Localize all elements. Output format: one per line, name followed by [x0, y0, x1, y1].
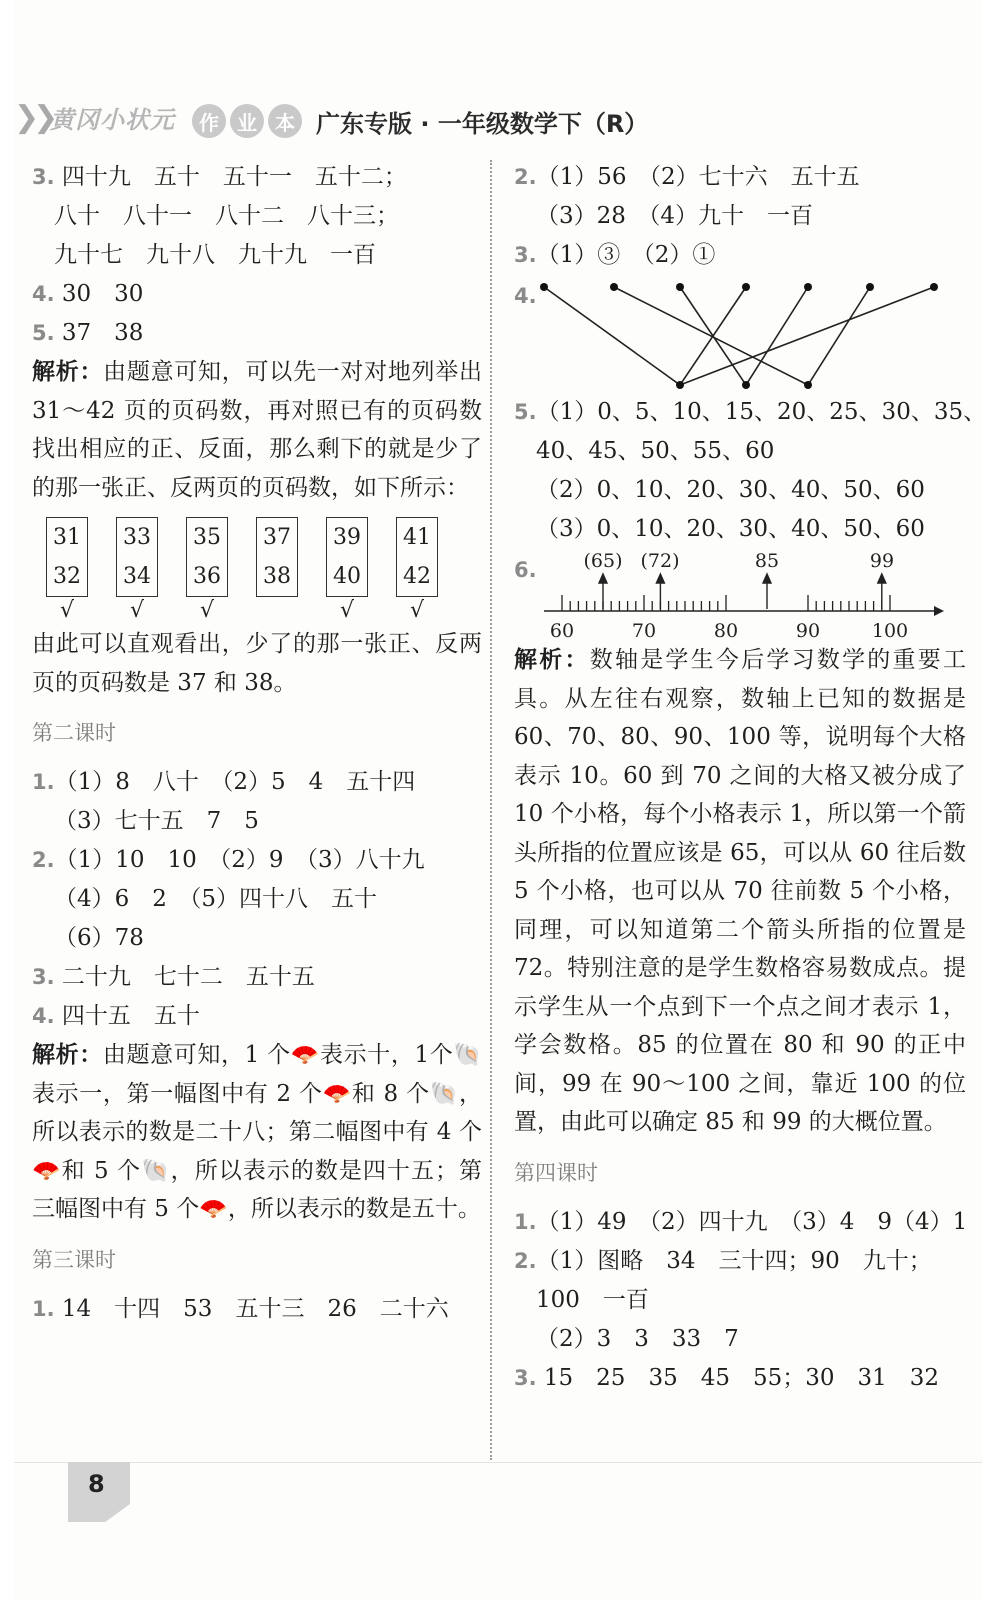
answer-line	[32, 236, 482, 275]
left-column	[32, 158, 482, 1329]
answer-text: 四十五 五十	[61, 1003, 200, 1029]
arrow-label: (65)	[583, 550, 623, 572]
answer-text: （1）图略 34 三十四；90 九十；	[536, 1247, 932, 1274]
check-mark: √	[59, 598, 75, 623]
book-title: 广东专版 · 一年级数学下（R）	[316, 110, 649, 138]
answer-line	[514, 197, 966, 236]
answer-text: 二十九 七十二 五十五	[61, 964, 315, 990]
answer-line	[514, 236, 966, 275]
section-title: 第三课时	[32, 1247, 116, 1272]
answer-line	[514, 158, 966, 197]
page-number-top: 35	[193, 524, 221, 550]
page-pair	[256, 517, 298, 625]
answer-text: （3）28 （4）九十 一百	[536, 203, 814, 229]
pill-char: 作	[192, 104, 226, 138]
answer-text: （1）8 八十 （2）5 4 五十四	[54, 769, 416, 795]
question-number: 2.	[514, 165, 537, 189]
answer-text: （3）0、10、20、30、40、50、60	[536, 516, 925, 542]
answer-line	[32, 763, 482, 802]
double-chevron-icon: ❯❯	[14, 100, 53, 135]
answer-line	[32, 919, 482, 958]
question-number: 3.	[32, 165, 55, 189]
page-pair	[116, 517, 158, 625]
arrow-label: (72)	[640, 550, 680, 572]
answer-line	[32, 197, 482, 236]
answer-line	[32, 1290, 482, 1329]
arrow-head-icon	[599, 574, 607, 583]
answer-line	[514, 1320, 966, 1359]
answer-line	[514, 432, 966, 471]
answer-text: （2）0、10、20、30、40、50、60	[536, 477, 925, 503]
question-number: 4.	[32, 1004, 55, 1028]
answer-line	[514, 471, 966, 510]
answer-line	[514, 1359, 966, 1398]
brand-pill	[192, 104, 302, 138]
answer-text: （6）78	[54, 925, 144, 951]
analysis-paragraph	[514, 641, 966, 1142]
column-divider	[490, 160, 492, 1460]
answer-text: 九十七 九十八 九十九 一百	[54, 242, 376, 268]
answer-line	[32, 880, 482, 919]
page-number-bottom: 42	[403, 563, 431, 589]
answer-text: （1）49 （2）四十九 （3）4 9（4）1	[536, 1208, 968, 1235]
question-number: 6.	[514, 558, 537, 582]
page-number-top: 33	[123, 524, 151, 550]
answer-text: 100 一百	[536, 1286, 649, 1313]
page-number-bottom: 40	[333, 563, 361, 589]
analysis-label: 解析：	[32, 359, 104, 385]
answer-text: 15 25 35 45 55；30 31 32	[543, 1364, 940, 1391]
axis-label: 100	[871, 620, 909, 641]
answer-text: （3）七十五 7 5	[54, 808, 259, 834]
answer-text: （4）6 2 （5）四十八 五十	[54, 886, 378, 912]
question-number: 5.	[32, 321, 55, 345]
matching-lines-diagram	[514, 275, 954, 393]
page-number-top: 41	[403, 524, 431, 550]
analysis-text: 由题意可知，1 个🪭表示十，1个🐚表示一，第一幅图中有 2 个🪭和 8 个🐚，所以表示的数是二十八；第二幅图中有 4 个🪭和 5 个🐚，所以表示的数是四十五；第三幅图中有 5 个🪭，所以表示的数是五十。	[32, 1042, 482, 1222]
number-line-figure	[514, 549, 966, 641]
section-title: 第四课时	[514, 1160, 598, 1185]
arrow-head-icon	[878, 574, 886, 583]
answer-text: 八十 八十一 八十二 八十三；	[54, 203, 399, 229]
answer-text: （2）3 3 33 7	[536, 1325, 739, 1352]
answer-text: 四十九 五十 五十一 五十二；	[61, 164, 407, 190]
answer-text: 37 38	[61, 320, 144, 346]
axis-label: 70	[631, 620, 657, 641]
answer-text: 40、45、50、55、60	[536, 438, 775, 464]
axis-label: 90	[795, 620, 821, 641]
answer-line	[514, 393, 987, 432]
right-column	[514, 158, 987, 1398]
page-pair	[396, 517, 438, 625]
check-mark: √	[409, 598, 425, 623]
section-title: 第二课时	[32, 721, 116, 745]
check-mark: √	[339, 598, 355, 623]
page-pair	[326, 517, 368, 625]
check-mark: √	[199, 598, 215, 623]
pill-char: 本	[268, 104, 302, 138]
answer-text: 30 30	[61, 281, 144, 307]
number-line-diagram	[514, 549, 954, 641]
page-number-top: 31	[53, 524, 81, 550]
arrow-head-icon	[656, 574, 664, 583]
arrow-head-icon	[763, 574, 771, 583]
page-number-top: 39	[333, 524, 361, 550]
question-number: 1.	[32, 1296, 55, 1321]
analysis-text: 由题意可知，可以先一对对地列举出 31～42 页的页码数，再对照已有的页码数找出相应的正、反面，那么剩下的就是少了的那一张正、反两页的页码数，如下所示：	[32, 359, 483, 501]
answer-text: （1）0、5、10、15、20、25、30、35、	[536, 399, 987, 425]
answer-line	[32, 958, 482, 997]
analysis-paragraph	[32, 1036, 482, 1229]
page-number-bottom: 38	[263, 563, 291, 589]
page-number: 8	[88, 1470, 105, 1498]
question-number: 1.	[32, 770, 55, 794]
page-pair	[186, 517, 228, 625]
answer-line	[32, 841, 482, 880]
page-number-top: 37	[263, 524, 291, 550]
analysis-text: 数轴是学生今后学习数学的重要工具。从左往右观察，数轴上已知的数据是 60、70、80、90、100 等，说明每个大格表示 10。60 到 70 之间的大格又被分成了 10 个小格，每个小格表示 1，所以第一个箭头所指的位置应该是 65，可以从 60 往后数 5 个小格，也可以从 70 往前数 5 个小格，同理，可以知道第二个箭头所指的位置是 72。特别注意的是学生数格容易数成点。提示学生从一个点到下一个点之间才表示 1，学会数格。85 的位置在 80 和 90 的正中间，99 在 90～100 之间，靠近 100 的位置，由此可以确定 85 和 99 的大概位置。	[514, 647, 967, 1135]
page-header	[14, 92, 982, 144]
analysis-label: 解析：	[32, 1042, 103, 1068]
question-number: 5.	[514, 400, 537, 424]
answer-line	[32, 997, 482, 1036]
matching-figure	[514, 275, 966, 393]
answer-line	[514, 1203, 966, 1242]
question-number: 3.	[514, 1365, 537, 1390]
answer-text: （1）56 （2）七十六 五十五	[536, 164, 860, 190]
brand-logo: 黄冈小状元	[50, 105, 175, 134]
axis-label: 80	[713, 620, 739, 641]
question-number: 3.	[514, 243, 537, 267]
arrow-label: 99	[869, 550, 895, 572]
answer-line	[514, 510, 966, 549]
answer-line	[32, 802, 482, 841]
question-number: 3.	[32, 965, 55, 989]
check-mark: √	[129, 598, 145, 623]
page-number-bottom: 34	[123, 563, 151, 589]
question-number: 4.	[514, 284, 537, 308]
pill-char: 业	[230, 104, 264, 138]
question-number: 2.	[32, 848, 55, 872]
answer-line	[514, 1281, 966, 1320]
analysis-paragraph	[32, 353, 482, 507]
workbook-page	[14, 0, 987, 1600]
answer-line	[32, 158, 482, 197]
answer-text: （1）10 10 （2）9 （3）八十九	[54, 847, 425, 873]
conclusion-text: 由此可以直观看出，少了的那一张正、反两页的页码数是 37 和 38。	[32, 631, 482, 696]
question-number: 1.	[514, 1209, 537, 1234]
page-pair	[46, 517, 88, 625]
question-number: 2.	[514, 1248, 537, 1273]
question-number: 4.	[32, 282, 55, 306]
footer-band	[14, 1462, 982, 1506]
answer-line	[32, 314, 482, 353]
page-number-bottom: 32	[53, 563, 81, 589]
arrow-label: 85	[754, 550, 780, 572]
analysis-label: 解析：	[514, 647, 590, 673]
axis-label: 60	[549, 620, 575, 641]
page-pair-boxes	[32, 507, 482, 625]
answer-text: 14 十四 53 五十三 26 二十六	[61, 1295, 449, 1322]
page-number-bottom: 36	[193, 563, 221, 589]
answer-line	[32, 275, 482, 314]
answer-line	[514, 1242, 966, 1281]
answer-text: （1）③ （2）①	[536, 242, 716, 268]
